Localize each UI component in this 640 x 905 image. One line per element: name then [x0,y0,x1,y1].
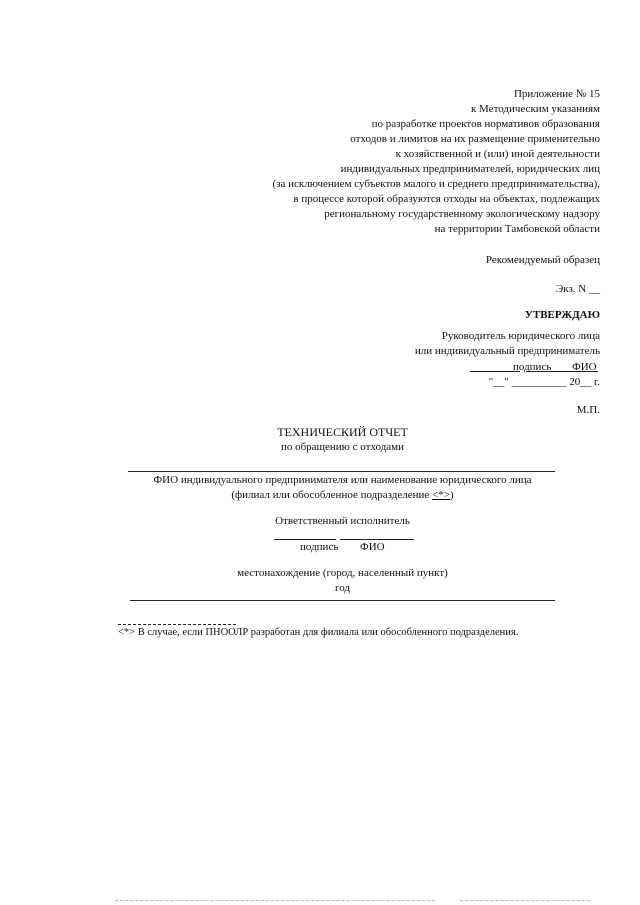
branch-caption [130,489,555,501]
responsible-title: Ответственный исполнитель [275,515,410,527]
footnote-separator [118,624,236,625]
footnote-text: <*> В случае, если ПНООЛР разработан для филиала или обособленного подразделения. [118,627,519,638]
header-line: отходов и лимитов на их размещение применительно [350,133,600,145]
recommended-sample: Рекомендуемый образец [485,254,600,266]
location-line [130,600,555,601]
header-line: региональному государственному экологическому надзору [324,208,600,220]
header-line: к Методическим указаниям [470,103,600,115]
branch-prefix: (филиал или обособленное подразделение [231,489,433,501]
stamp-placeholder: М.П. [576,404,600,416]
header-line: по разработке проектов нормативов образования [371,118,600,130]
branch-suffix: ) [449,489,454,501]
header-line: на территории Тамбовской области [434,223,600,235]
header-line: в процессе которой образуются отходы на объектах, подлежащих [293,193,600,205]
header-line: индивидуальных предпринимателей, юридических лиц [340,163,600,175]
scan-artifact [460,900,590,901]
report-subtitle: по обращению с отходами [280,441,405,453]
responsible-fio-label: ФИО [360,541,385,553]
responsible-fio-line [340,539,414,540]
year-caption: год [334,582,351,594]
entity-caption: ФИО индивидуального предпринимателя или наименование юридического лица [153,474,532,486]
approver-role-line1: Руководитель юридического лица [441,330,600,342]
scan-artifact [115,900,435,901]
approval-date-line: "__" __________ 20__ г. [488,376,600,388]
location-caption: местонахождение (город, населенный пункт) [237,567,448,579]
footnote-ref-link[interactable]: <*> [432,489,450,501]
approver-role-line2: или индивидуальный предприниматель [414,345,600,357]
approver-fio-label: ФИО [572,361,597,373]
responsible-sign-label: подпись [300,541,339,553]
header-line: (за исключением субъектов малого и среднего предпринимательства), [272,178,600,190]
appendix-number: Приложение № 15 [513,88,600,100]
approver-sign-label: подпись [513,361,552,373]
responsible-sign-line [274,539,336,540]
report-title: ТЕХНИЧЕСКИЙ ОТЧЕТ [277,425,408,439]
copy-number: Экз. N __ [556,283,600,295]
approve-title: УТВЕРЖДАЮ [524,309,600,321]
entity-name-line [128,471,555,472]
header-line: к хозяйственной и (или) иной деятельности [395,148,600,160]
